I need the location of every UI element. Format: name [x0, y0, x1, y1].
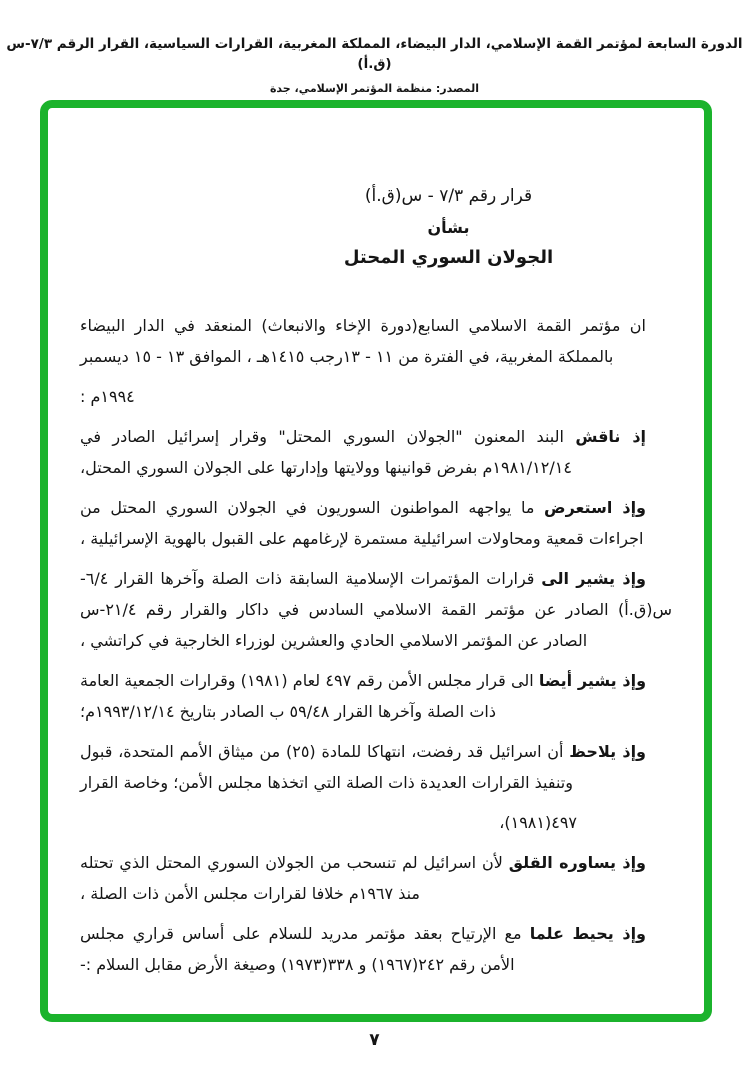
paragraph-lead: وإذ يساوره القلق [508, 853, 647, 872]
paragraph-text: قرارات المؤتمرات الإسلامية السابقة ذات الصلة وآخرها القرار ٦/٤-س(ق.أ) الصادر عن مؤتمر القمة الاسلامي السادس في داكار والقرار رقم ٢١/٤-س الصادر عن المؤتمر الاسلامي الحادي والعشرين لوزراء الخارجية في كراتشي ، [80, 569, 672, 650]
paragraph-taking-note [80, 918, 672, 980]
paragraph-lead: وإذ يلاحظ [569, 742, 647, 761]
paragraph-having-reviewed [80, 492, 672, 554]
paragraph-concerned [80, 847, 672, 909]
resolution-text [80, 310, 672, 980]
paragraph-lead: وإذ استعرض [544, 498, 647, 517]
paragraph-recalling-also [80, 665, 672, 727]
header-source-line: الدورة السابعة لمؤتمر القمة الإسلامي، الدار البيضاء، المملكة المغربية، القرارات السياسية، القرار الرقم ٧/٣-س (ق.أ) [6, 36, 743, 72]
paragraph-lead: إذ ناقش [575, 427, 647, 446]
document-green-frame [40, 100, 712, 1022]
resolution-number: قرار رقم ٧/٣ - س(ق.أ) [364, 186, 533, 206]
header-publisher-line: المصدر: منظمة المؤتمر الإسلامي، جدة [269, 82, 480, 95]
paragraph-preamble [80, 310, 672, 372]
resolution-regarding: بشأن [427, 218, 470, 237]
paragraph-lead: وإذ يشير أيضا [538, 671, 647, 690]
resolution-subject: الجولان السوري المحتل [343, 247, 554, 268]
paragraph-preamble-date-line: ١٩٩٤م : [80, 387, 135, 406]
paragraph-having-discussed [80, 421, 672, 483]
paragraph-lead: وإذ يحيط علما [529, 924, 646, 943]
paragraph-recalling [80, 563, 672, 656]
paragraph-lead: وإذ يشير الى [541, 569, 647, 588]
page-number: ٧ [369, 1030, 380, 1050]
paragraph-text: البند المعنون "الجولان السوري المحتل" وقرار إسرائيل الصادر في ١٩٨١/١٢/١٤م بفرض قوانينها وولايتها وإدارتها على الجولان السوري المحتل، [80, 427, 576, 477]
paragraph-text: مع الإرتياح بعقد مؤتمر مدريد للسلام على أساس قراري مجلس الأمن رقم ٢٤٢(١٩٦٧) و ٣٣٨(١٩٧٣) وصيغة الأرض مقابل السلام :- [80, 924, 530, 974]
paragraph-noting-resolution-line: ٤٩٧(١٩٨١)، [499, 813, 577, 832]
paragraph-text: ما يواجهه المواطنون السوريون في الجولان السوري المحتل من اجراءات قمعية ومحاولات اسرائيلية مستمرة لإرغامهم على القبول بالهوية الإسرائيلية ، [80, 498, 644, 548]
paragraph-text: أن اسرائيل قد رفضت، انتهاكا للمادة (٢٥) من ميثاق الأمم المتحدة، قبول وتنفيذ القرارات العديدة ذات الصلة التي اتخذها مجلس الأمن؛ وخاصة القرار [80, 742, 573, 792]
paragraph-text: ان مؤتمر القمة الاسلامي السابع(دورة الإخاء والانبعاث) المنعقد في الدار البيضاء بالمملكة المغربية، في الفترة من ١١ - ١٣رجب ١٤١٥هـ ، الموافق ١٣ - ١٥ ديسمبر [80, 316, 646, 366]
resolution-title-block [225, 186, 672, 268]
page-header [0, 34, 749, 95]
paragraph-text: لأن اسرائيل لم تنسحب من الجولان السوري المحتل الذي تحتله منذ ١٩٦٧م خلافا لقرارات مجلس الأمن ذات الصلة ، [80, 853, 509, 903]
document-body [48, 108, 704, 1014]
paragraph-text: الى قرار مجلس الأمن رقم ٤٩٧ لعام (١٩٨١) وقرارات الجمعية العامة ذات الصلة وآخرها القرار ٥٩/٤٨ ب الصادر بتاريخ ١٩٩٣/١٢/١٤م؛ [80, 671, 539, 721]
paragraph-noting [80, 736, 672, 798]
